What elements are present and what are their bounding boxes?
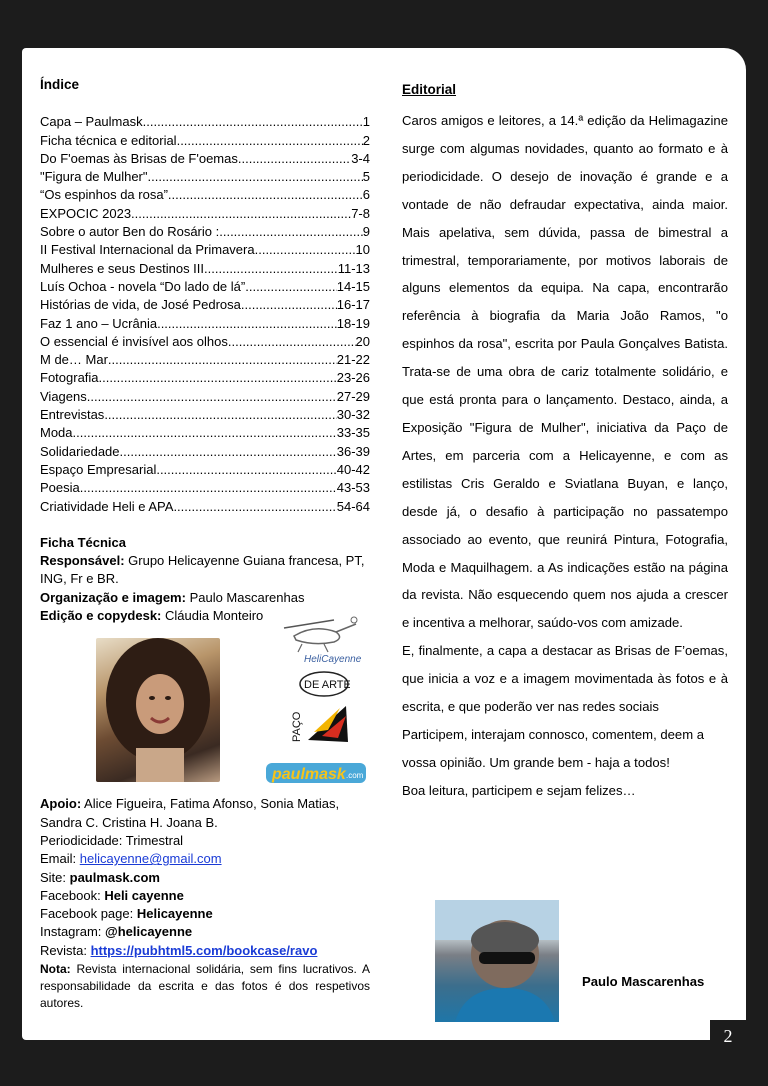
paco-logo-top-text: DE ARTE [304, 679, 350, 691]
apoio-line: Apoio: Alice Figueira, Fatima Afonso, Sonia Matias, Sandra C. Cristina H. Joana B. [40, 796, 340, 830]
toc-item [40, 260, 370, 278]
helicayenne-logo [274, 606, 364, 666]
paulmask-logo [266, 761, 366, 785]
toc-item-page: 7-8 [351, 205, 370, 221]
toc-item-title: Ficha técnica e editorial [40, 132, 177, 148]
toc-item-title: Luís Ochoa - novela “Do lado de lá” [40, 278, 246, 294]
toc-item [40, 278, 370, 296]
toc-item-title: Mulheres e seus Destinos III [40, 260, 205, 276]
page-number: 2 [710, 1020, 746, 1052]
ficha-title: Ficha Técnica [40, 534, 126, 550]
index-title: Índice [40, 77, 80, 92]
editorial-signature: Paulo Mascarenhas [582, 974, 705, 989]
paco-logo-side-text: PAÇO [291, 711, 303, 742]
toc-item [40, 388, 370, 406]
toc-item-title: Espaço Empresarial [40, 461, 157, 477]
toc-item-page: 9 [362, 224, 370, 240]
toc-item-title: M de… Mar [40, 352, 108, 368]
toc-item-title: "Figura de Mulher" [40, 169, 148, 185]
toc-item-title: Do F'oemas às Brisas de F'oemas [40, 150, 238, 166]
toc-item [40, 315, 370, 333]
toc-item-title: Fotografia [40, 370, 99, 386]
toc-item [40, 461, 370, 479]
toc-item-title: II Festival Internacional da Primavera [40, 242, 255, 258]
toc-dot-leader [245, 278, 337, 296]
toc-dot-leader [120, 443, 337, 461]
toc-item [40, 351, 370, 369]
toc-dot-leader [204, 260, 338, 278]
paulmask-logo-tld: .com [346, 771, 364, 780]
heli-logo-text: HeliCayenne [304, 654, 362, 665]
toc-item-page: 16-17 [336, 297, 370, 313]
editorial-paragraph-2: E, finalmente, a capa a destacar as Brisas de F’oemas, que inicia a voz e a imagem movimentada às fotos e à escrita, e que poderão ver nas redes sociais [402, 643, 728, 715]
toc-item-page: 33-35 [336, 425, 370, 441]
toc-dot-leader [73, 424, 337, 442]
periodicidade-line: Periodicidade: Trimestral [40, 832, 184, 848]
facebook-line: Facebook: Heli cayenne [40, 887, 184, 903]
toc-item-page: 14-15 [336, 278, 370, 294]
toc-item [40, 223, 370, 241]
toc-item-title: EXPOCIC 2023 [40, 205, 132, 221]
toc-dot-leader [228, 333, 356, 351]
editorial-paragraph-3: Participem, interajam connosco, comentem, deem a vossa opinião. Um grande bem - haja a todos! [402, 726, 705, 770]
toc-dot-leader [80, 479, 337, 497]
toc-item-page: 43-53 [336, 480, 370, 496]
toc-item [40, 186, 370, 204]
toc-item-page: 3-4 [351, 150, 370, 166]
toc-item-page: 36-39 [336, 443, 370, 459]
toc-item [40, 168, 370, 186]
toc-dot-leader [177, 132, 363, 150]
toc-dot-leader [104, 406, 336, 424]
toc-item [40, 424, 370, 442]
toc-item-page: 21-22 [336, 352, 370, 368]
toc-dot-leader [255, 241, 356, 259]
toc-dot-leader [157, 315, 337, 333]
toc-item-title: Solidariedade [40, 443, 120, 459]
toc-item-page: 20 [355, 333, 370, 349]
toc-item-page: 1 [362, 114, 370, 130]
toc-item [40, 150, 370, 168]
toc-item-title: Faz 1 ano – Ucrânia [40, 315, 158, 331]
editorial-column [402, 80, 728, 805]
toc-item-page: 40-42 [336, 461, 370, 477]
toc-item-page: 27-29 [336, 388, 370, 404]
toc-item-title: Sobre o autor Ben do Rosário : [40, 224, 220, 240]
toc-item-title: Poesia [40, 480, 80, 496]
toc-item-title: Capa – Paulmask [40, 114, 143, 130]
nota-paragraph: Nota: Revista internacional solidária, sem fins lucrativos. A responsabilidade da escrita e das fotos é dos respetivos autores. [40, 961, 370, 1010]
toc-item-page: 30-32 [336, 407, 370, 423]
toc-dot-leader [219, 223, 363, 241]
toc-item [40, 406, 370, 424]
toc-dot-leader [131, 205, 351, 223]
toc-item [40, 296, 370, 314]
toc-dot-leader [148, 168, 363, 186]
toc-item [40, 241, 370, 259]
toc-dot-leader [241, 296, 337, 314]
organizacao-line: Organização e imagem: Paulo Mascarenhas [40, 589, 305, 605]
toc-item [40, 205, 370, 223]
toc-dot-leader [143, 113, 363, 131]
toc-item [40, 113, 370, 131]
toc-item-page: 10 [355, 242, 370, 258]
toc-item-page: 54-64 [336, 498, 370, 514]
magazine-page [22, 48, 746, 1040]
paulmask-logo-text: paulmask [272, 766, 346, 783]
site-line: Site: paulmask.com [40, 869, 160, 885]
table-of-contents [40, 113, 370, 516]
toc-item-title: Entrevistas [40, 407, 105, 423]
editorial-title: Editorial [402, 82, 457, 97]
toc-item-title: Criatividade Heli e APA [40, 498, 174, 514]
toc-item [40, 443, 370, 461]
responsavel-line: Responsável: Grupo Helicayenne Guiana francesa, PT, ING, Fr e BR. [40, 553, 365, 587]
toc-dot-leader [238, 150, 351, 168]
editorial-paragraph-1: Caros amigos e leitores, a 14.ª edição da Helimagazine surge com algumas novidades, quanto ao formato e à periodicidade. O desejo de inovação é grande e a vontade de não defraudar expectativa, ainda maior. Mais apelativa, sem dúvida, passa de bimestral a trimestral, temporariamente, por motivos laborais de alguns elementos da equipa. Na capa, encontrarão referência à biografia da Maria João Ramos, "o espinhos da rosa", escrita por Paula Gonçalves Batista. Trata-se de uma obra de cariz totalmente solidário, e que está pronta para o lançamento. Destaco, ainda, a Exposição "Figura de Mulher", iniciativa da Paço de Artes, em parceria com a Helicayenne, e com as estilistas Cris Geraldo e Sviatlana Buyan, e lanço, desde já, o desafio à participação no passatempo associado ao evento, que reunirá Pintura, Fotografia, Moda e Maquilhagem. a As indicações estão na página da revista. Não esquecendo quem nos ajuda a crescer e incentiva a melhorar, saúdo-vos com amizade. [402, 113, 728, 631]
toc-item [40, 369, 370, 387]
facebook-page-line: Facebook page: Helicayenne [40, 906, 213, 922]
toc-item-title: Viagens [40, 388, 87, 404]
email-link[interactable]: helicayenne@gmail.com [79, 851, 222, 867]
toc-item-title: Histórias de vida, de José Pedrosa [40, 297, 241, 313]
toc-item-title: “Os espinhos da rosa” [40, 187, 168, 203]
toc-item-page: 2 [362, 132, 370, 148]
toc-dot-leader [156, 461, 336, 479]
revista-line: Revista: https://pubhtml5.com/bookcase/ravo [40, 942, 318, 958]
left-column [40, 76, 370, 1012]
toc-dot-leader [168, 186, 363, 204]
email-line: Email: helicayenne@gmail.com [40, 851, 222, 867]
editorial-paragraph-4: Boa leitura, participem e sejam felizes… [402, 782, 636, 798]
toc-item [40, 479, 370, 497]
toc-dot-leader [99, 369, 337, 387]
revista-link[interactable]: https://pubhtml5.com/bookcase/ravo [90, 942, 318, 958]
toc-item-page: 18-19 [336, 315, 370, 331]
toc-item-title: Moda [40, 425, 73, 441]
toc-item [40, 132, 370, 150]
toc-item [40, 333, 370, 351]
instagram-line: Instagram: @helicayenne [40, 924, 193, 940]
toc-dot-leader [87, 388, 337, 406]
toc-item-title: O essencial é invisível aos olhos [40, 333, 228, 349]
portrait-photo-claudia [96, 638, 220, 782]
toc-item-page: 23-26 [336, 370, 370, 386]
toc-item-page: 6 [362, 187, 370, 203]
toc-item [40, 498, 370, 516]
paco-de-artes-logo [288, 670, 350, 750]
edicao-line: Edição e copydesk: Cláudia Monteiro [40, 608, 264, 624]
toc-item-page: 5 [362, 169, 370, 185]
toc-dot-leader [108, 351, 337, 369]
toc-item-page: 11-13 [337, 260, 370, 276]
toc-dot-leader [173, 498, 336, 516]
portrait-photo-paulo [435, 900, 559, 1022]
